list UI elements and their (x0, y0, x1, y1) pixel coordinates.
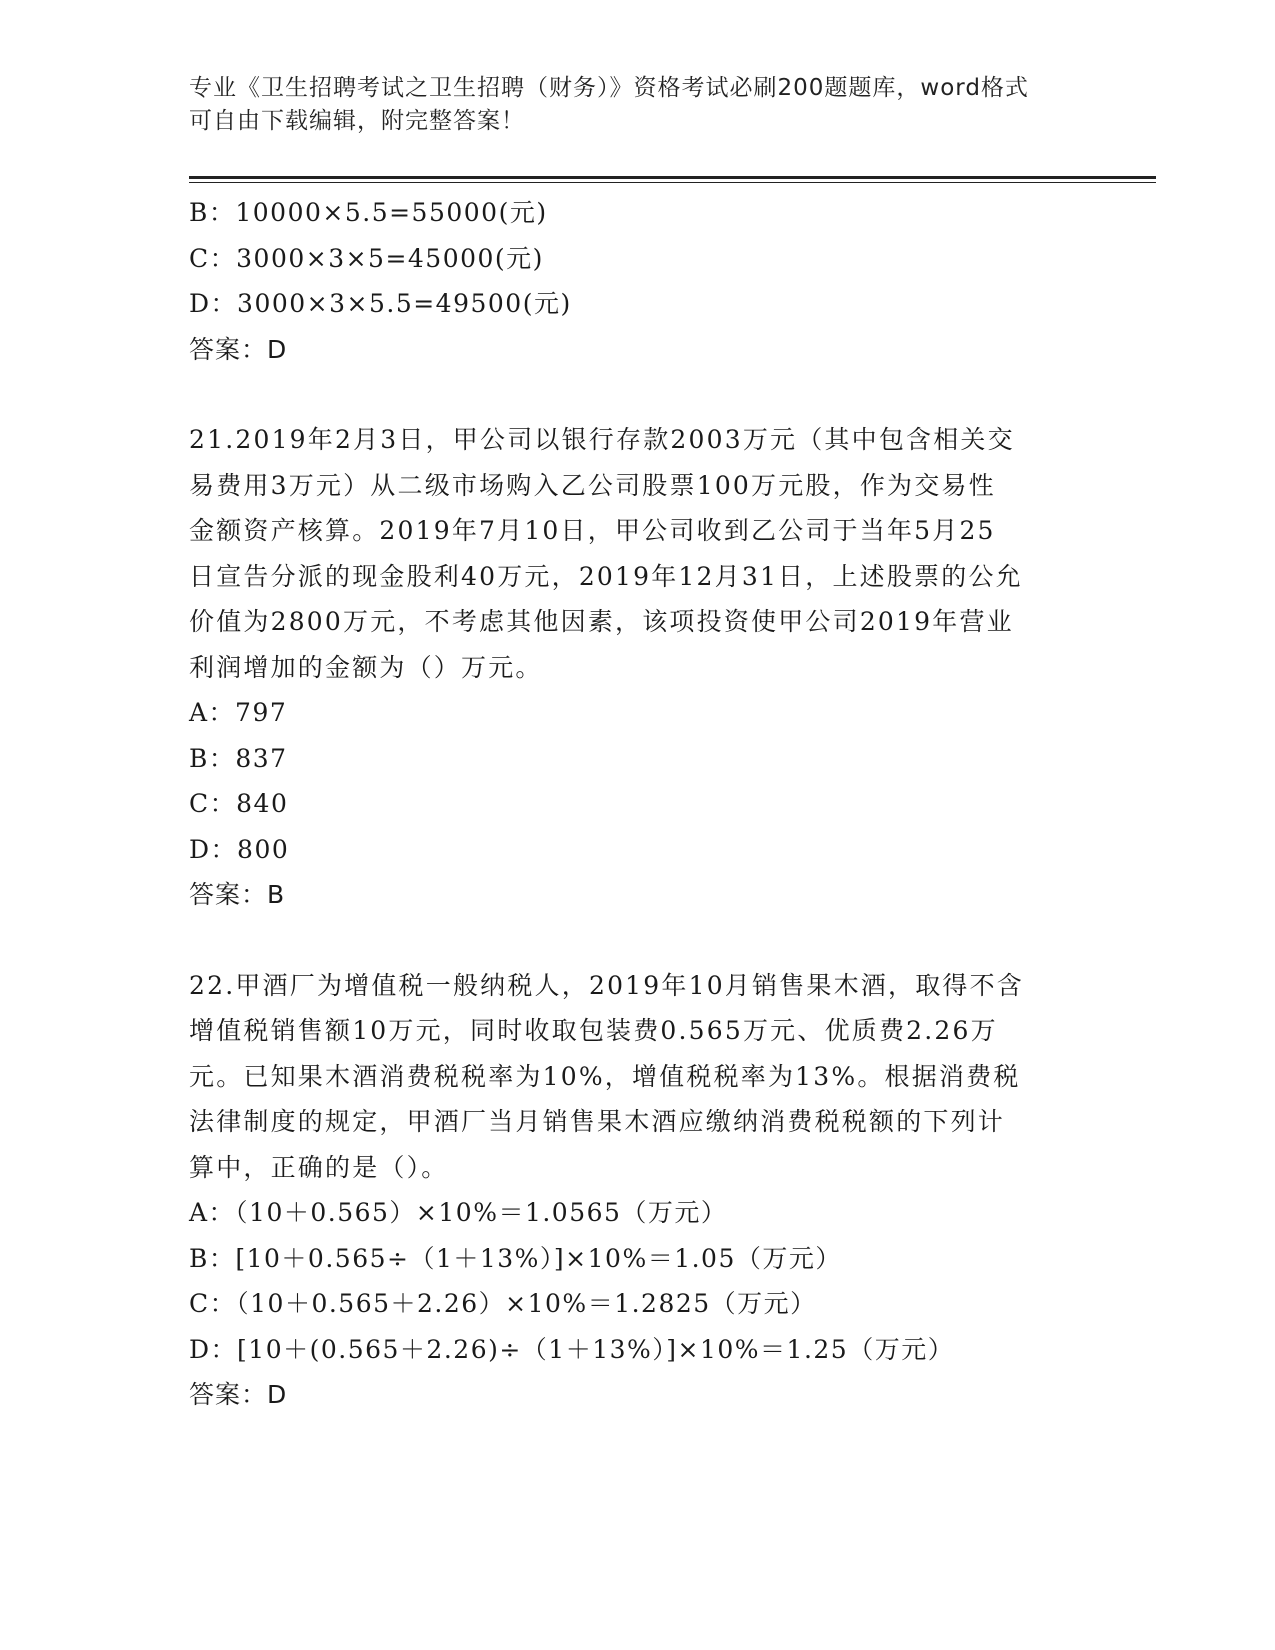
option-c: C：（10＋0.565＋2.26）×10%＝1.2825（万元） (189, 1289, 817, 1318)
option-a: A：（10＋0.565）×10%＝1.0565（万元） (189, 1198, 728, 1227)
stem-line: 元。已知果木酒消费税税率为10%，增值税税率为13%。根据消费税 (189, 1061, 1021, 1091)
spacer (189, 918, 1089, 963)
question-22-answer: 答案：D (189, 1380, 288, 1409)
spacer (189, 372, 1089, 417)
header-line-2: 可自由下载编辑，附完整答案！ (189, 108, 525, 134)
stem-line: 价值为2800万元，不考虑其他因素，该项投资使甲公司2019年营业 (189, 607, 1014, 636)
document-header (189, 72, 1069, 138)
stem-line: 21.2019年2月3日，甲公司以银行存款2003万元（其中包含相关交 (189, 425, 1015, 454)
option-d: D：[10＋(0.565＋2.26)÷（1＋13%）]×10%＝1.25（万元） (189, 1334, 955, 1364)
question-21-stem (189, 417, 1089, 690)
question-21-answer: 答案：B (189, 880, 286, 909)
header-line-1: 专业《卫生招聘考试之卫生招聘（财务）》资格考试必刷200题题库，word格式 (189, 75, 1029, 101)
option-c: C：3000×3×5=45000(元) (189, 243, 544, 273)
option-b: B：837 (189, 743, 288, 773)
option-b: B：10000×5.5=55000(元) (189, 198, 548, 227)
stem-line: 22.甲酒厂为增值税一般纳税人，2019年10月销售果木酒，取得不含 (189, 970, 1024, 1000)
question-21 (189, 417, 1089, 918)
header-divider-thick (189, 176, 1156, 179)
previous-question-options (189, 190, 1089, 327)
option-d: D：800 (189, 834, 290, 864)
stem-line: 算中，正确的是（）。 (189, 1152, 449, 1182)
stem-line: 易费用3万元）从二级市场购入乙公司股票100万元股，作为交易性 (189, 470, 996, 500)
stem-line: 法律制度的规定，甲酒厂当月销售果木酒应缴纳消费税税额的下列计 (189, 1107, 1006, 1136)
stem-line: 增值税销售额10万元，同时收取包装费0.565万元、优质费2.26万 (189, 1016, 998, 1045)
question-22 (189, 963, 1089, 1418)
option-b: B：[10＋0.565÷（1＋13%）]×10%＝1.05（万元） (189, 1243, 842, 1273)
previous-question-answer: 答案：D (189, 334, 288, 364)
option-a: A：797 (189, 698, 288, 727)
stem-line: 金额资产核算。2019年7月10日，甲公司收到乙公司于当年5月25 (189, 516, 996, 545)
option-d: D：3000×3×5.5=49500(元) (189, 289, 572, 318)
option-c: C：840 (189, 789, 289, 818)
header-divider-thin (189, 182, 1156, 183)
stem-line: 利润增加的金额为（）万元。 (189, 652, 543, 682)
stem-line: 日宣告分派的现金股利40万元，2019年12月31日，上述股票的公允 (189, 561, 1023, 591)
question-22-stem (189, 963, 1089, 1191)
document-body (189, 190, 1089, 1418)
